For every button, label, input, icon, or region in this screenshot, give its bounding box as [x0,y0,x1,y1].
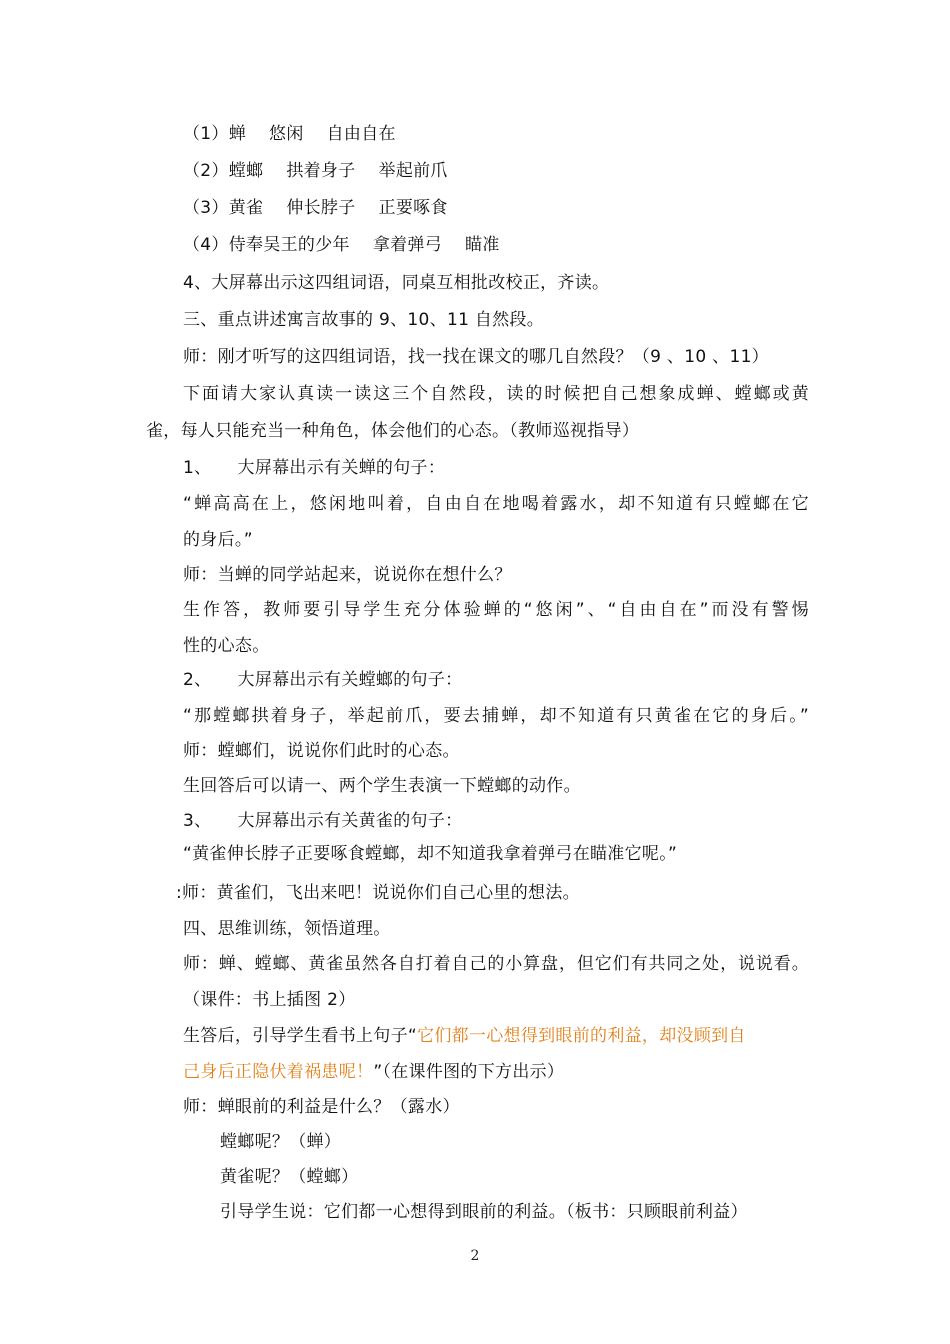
quote-line: 的身后。” [183,530,253,550]
highlighted-quote: 己身后正隐伏着祸患呢！ [183,1062,374,1082]
text-line: 下面请大家认真读一读这三个自然段，读的时候把自己想象成蝉、螳螂或黄 [183,384,809,404]
text-line: :师：黄雀们，飞出来吧！说说你们自己心里的想法。 [176,883,580,903]
text-line: 3、 大屏幕出示有关黄雀的句子： [183,811,463,831]
text-line: 螳螂呢？（蝉） [220,1132,342,1152]
text-line: 师：蝉、螳螂、黄雀虽然各自打着自己的小算盘，但它们有共同之处，说说看。 [183,954,809,974]
text-line: 4、大屏幕出示这四组词语，同桌互相批改校正，齐读。 [183,273,610,293]
text-line: （4）侍奉吴王的少年 拿着弹弓 瞄准 [183,235,500,255]
text-line: （1）蝉 悠闲 自由自在 [183,124,396,144]
page-number: 2 [470,1248,480,1264]
text-line [183,1061,564,1083]
text-segment: ”（在课件图的下方出示） [373,1062,565,1082]
text-line: 师：螳螂们，说说你们此时的心态。 [183,741,460,761]
text-line: 师：当蝉的同学站起来，说说你在想什么？ [183,565,512,585]
text-line: 生作答，教师要引导学生充分体验蝉的“悠闲”、“自由自在”而没有警惕 [183,600,809,620]
text-line: 师：刚才听写的这四组词语，找一找在课文的哪几自然段？（9 、10 、11） [183,347,769,367]
text-line: 雀，每人只能充当一种角色，体会他们的心态。（教师巡视指导） [146,421,640,441]
quote-line: “那螳螂拱着身子，举起前爪，要去捕蝉，却不知道有只黄雀在它的身后。” [183,706,809,726]
text-line: 2、 大屏幕出示有关螳螂的句子： [183,670,463,690]
text-line [183,1025,746,1047]
quote-line: “黄雀伸长脖子正要啄食螳螂，却不知道我拿着弹弓在瞄准它呢。” [183,844,678,864]
section-heading: 四、思维训练，领悟道理。 [183,919,391,939]
text-line: （3）黄雀 伸长脖子 正要啄食 [183,198,448,218]
text-line: 生回答后可以请一、两个学生表演一下螳螂的动作。 [183,776,581,796]
highlighted-quote: 它们都一心想得到眼前的利益，却没顾到自 [417,1026,746,1046]
text-line: （课件：书上插图 2） [183,990,356,1010]
quote-line: “蝉高高在上，悠闲地叫着，自由自在地喝着露水，却不知道有只螳螂在它 [183,494,809,514]
text-line: 引导学生说：它们都一心想得到眼前的利益。（板书：只顾眼前利益） [220,1202,748,1222]
text-segment: 生答后，引导学生看书上句子“ [183,1026,418,1046]
text-line: 1、 大屏幕出示有关蝉的句子： [183,458,446,478]
text-line: 性的心态。 [183,636,270,656]
text-line: 黄雀呢？（螳螂） [220,1167,359,1187]
text-line: （2）螳螂 拱着身子 举起前爪 [183,161,448,181]
text-line: 师：蝉眼前的利益是什么？（露水） [183,1097,460,1117]
section-heading: 三、重点讲述寓言故事的 9、10、11 自然段。 [183,310,545,330]
